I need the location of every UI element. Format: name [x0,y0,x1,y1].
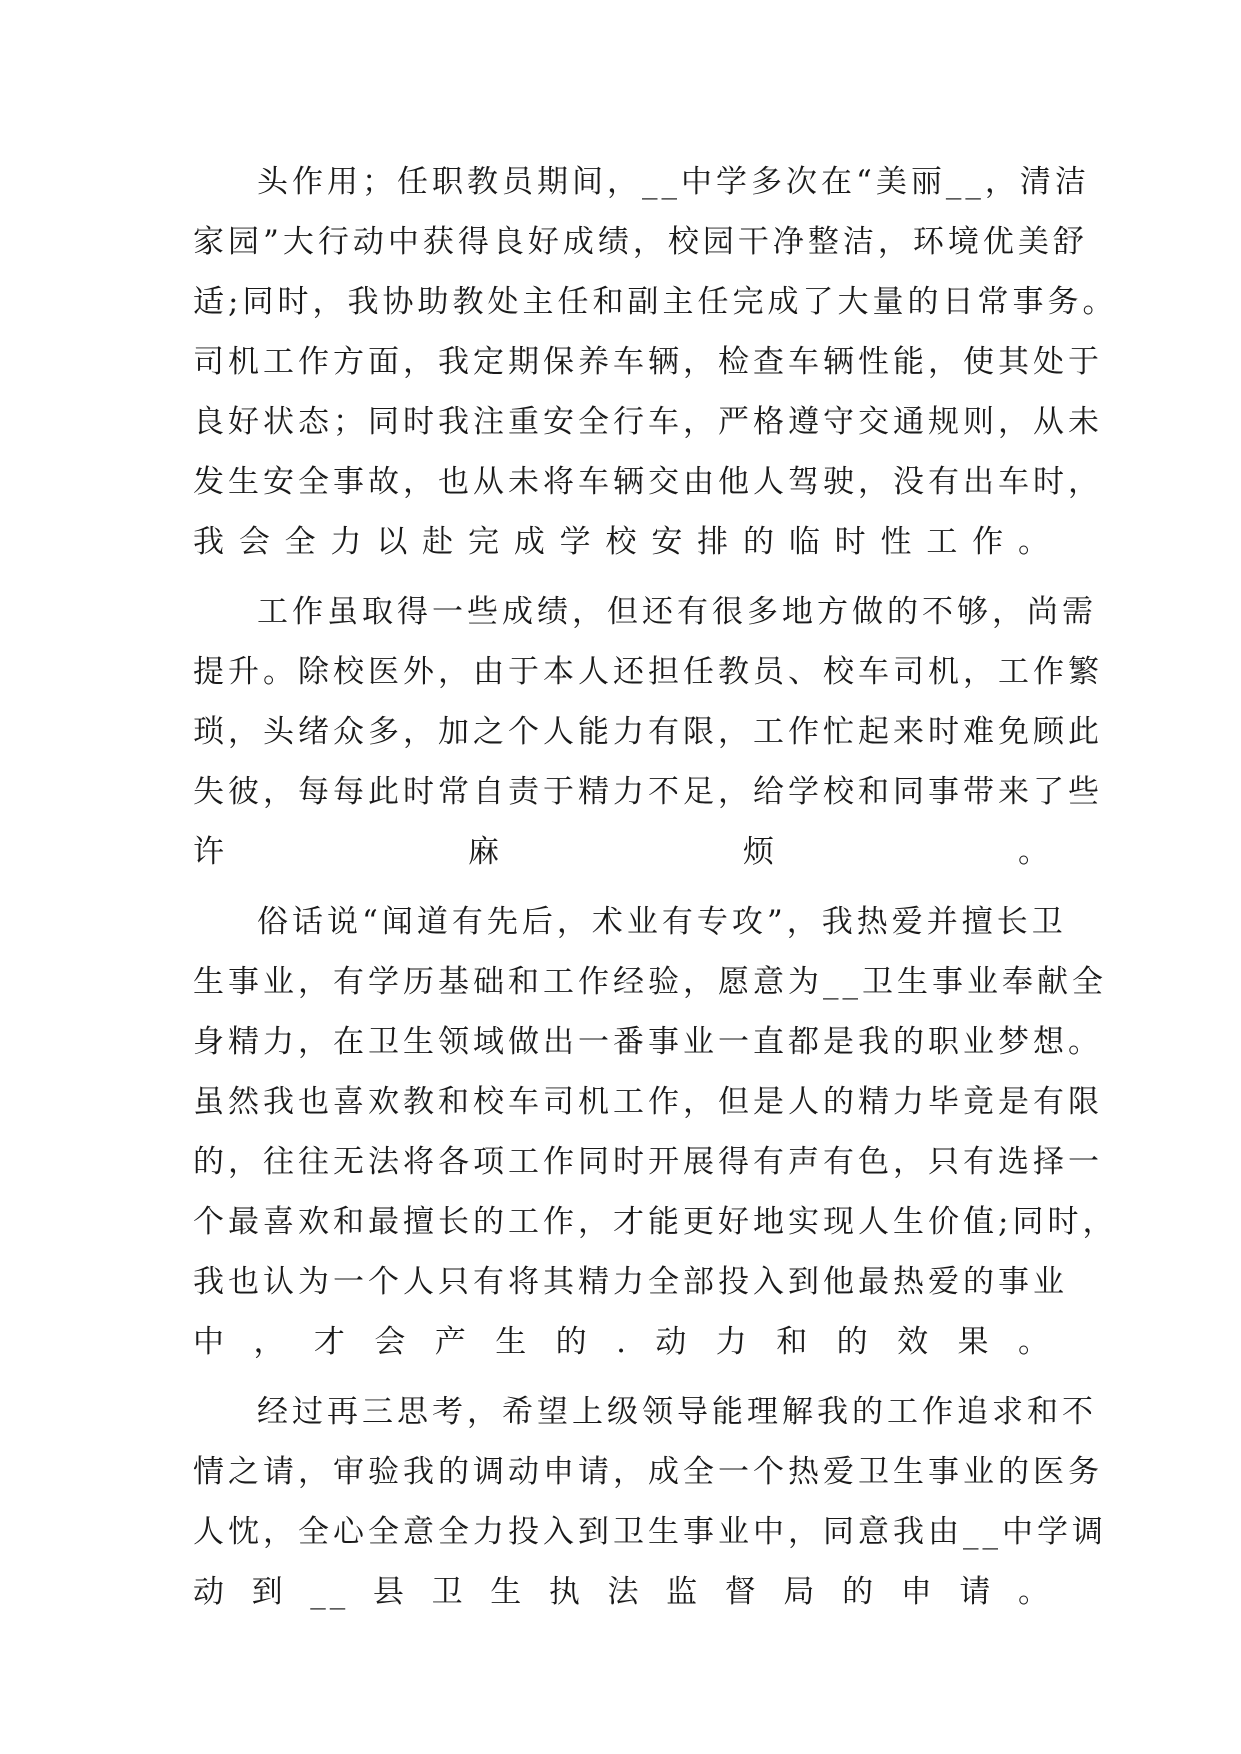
text-line: 身精力，在卫生领域做出一番事业一直都是我的职业梦想。 [193,1024,1103,1060]
text-line: 头作用；任职教员期间，__中学多次在“美丽__，清洁 [257,164,1090,200]
text-line: 情之请，审验我的调动申请，成全一个热爱卫生事业的医务 [193,1454,1103,1490]
text-line: 人忱，全心全意全力投入到卫生事业中，同意我由__中学调 [193,1514,1107,1550]
text-line: 经过再三思考，希望上级领导能理解我的工作追求和不 [257,1394,1097,1430]
text-line: 适;同时，我协助教处主任和副主任完成了大量的日常事务。 [193,284,1118,320]
text-line: 家园”大行动中获得良好成绩，校园干净整洁，环境优美舒 [193,224,1088,260]
text-line: 生事业，有学历基础和工作经验，愿意为__卫生事业奉献全 [193,964,1107,1000]
document-body [193,152,1118,1622]
text-line: 我会全力以赴完成学校安排的临时性工作。 [193,524,1053,560]
text-line: 失彼，每每此时常自责于精力不足，给学校和同事带来了些 [193,774,1103,810]
paragraph-2 [193,582,1103,882]
paragraph-1 [193,152,1118,572]
text-line: 司机工作方面，我定期保养车辆，检查车辆性能，使其处于 [193,344,1103,380]
text-line: 动到__县卫生执法监督局的申请。 [193,1574,1053,1610]
text-line: 提升。除校医外，由于本人还担任教员、校车司机，工作繁 [193,654,1103,690]
text-line: 良好状态；同时我注重安全行车，严格遵守交通规则，从未 [193,404,1103,440]
text-line: 我也认为一个人只有将其精力全部投入到他最热爱的事业 [193,1264,1068,1300]
text-line: 虽然我也喜欢教和校车司机工作，但是人的精力毕竟是有限 [193,1084,1103,1120]
text-line: 工作虽取得一些成绩，但还有很多地方做的不够，尚需 [257,594,1097,630]
text-line: 许麻烦。 [193,834,1053,870]
text-line: 个最喜欢和最擅长的工作，才能更好地实现人生价值;同时， [193,1204,1118,1240]
text-line: 琐，头绪众多，加之个人能力有限，工作忙起来时难免顾此 [193,714,1103,750]
text-line: 发生安全事故，也从未将车辆交由他人驾驶，没有出车时， [193,464,1103,500]
text-line: 的，往往无法将各项工作同时开展得有声有色，只有选择一 [193,1144,1103,1180]
text-line: 中，才会产生的.动力和的效果。 [193,1324,1053,1360]
paragraph-3 [193,892,1118,1372]
text-line: 俗话说“闻道有先后，术业有专攻”，我热爱并擅长卫 [257,904,1067,940]
paragraph-4 [193,1382,1107,1622]
